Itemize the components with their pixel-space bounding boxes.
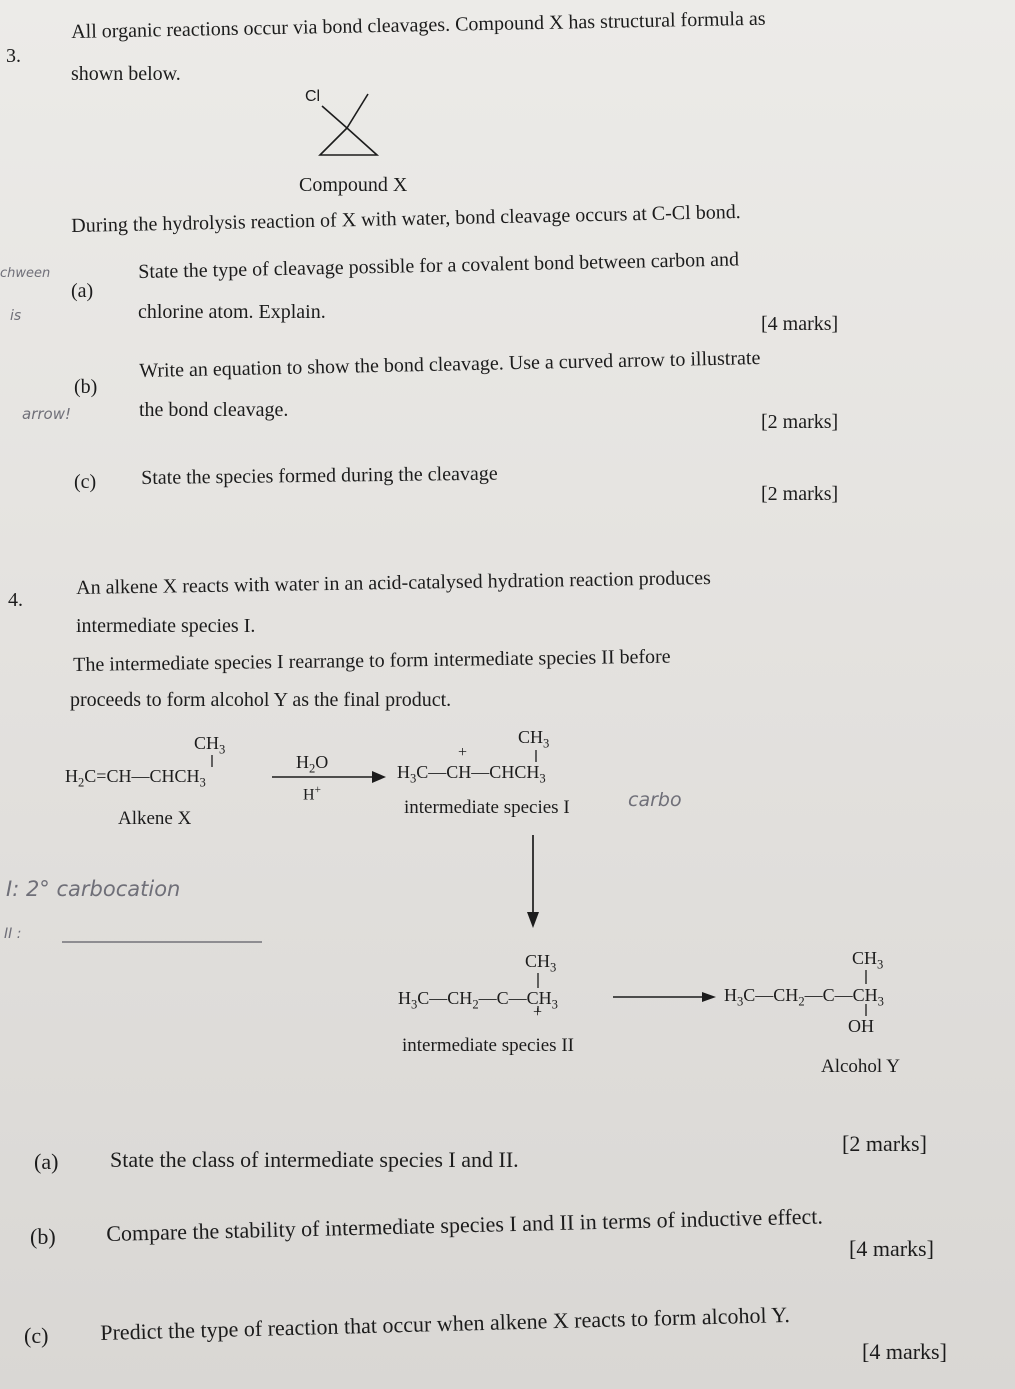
chlorine-label: Cl	[305, 88, 321, 105]
q3-context: During the hydrolysis reaction of X with water, bond cleavage occurs at C-Cl bond.	[71, 200, 741, 237]
q3b-text-line1: Write an equation to show the bond cleavage. Use a curved arrow to illustrate	[139, 346, 761, 382]
q3b-text-line2: the bond cleavage.	[139, 399, 289, 421]
q3-number: 3.	[6, 45, 21, 67]
q4c-text: Predict the type of reaction that occur when alkene X reacts to form alcohol Y.	[99, 1301, 791, 1345]
q3c-marks: [2 marks]	[761, 483, 839, 505]
q3b-label: (b)	[74, 376, 98, 398]
q4b-text: Compare the stability of intermediate species I and II in terms of inductive effect.	[105, 1203, 824, 1246]
q3b-marks: [2 marks]	[761, 411, 839, 433]
q3a-marks: [4 marks]	[761, 313, 839, 335]
handwriting-margin-1: chween	[0, 266, 51, 281]
q4a-marks: [2 marks]	[842, 1131, 927, 1156]
alcohol-label: Alcohol Y	[821, 1056, 900, 1077]
int2-label: intermediate species II	[402, 1035, 574, 1056]
q4a-label: (a)	[34, 1149, 59, 1174]
q3-intro-line1: All organic reactions occur via bond cleavages. Compound X has structural formula as	[71, 7, 766, 43]
q4-number: 4.	[8, 589, 23, 611]
reagent-water: $H_2O$	[296, 752, 329, 776]
reagent-acid: H+	[303, 784, 321, 804]
int1-formula: $H_3C—CH—CHCH_3$	[397, 762, 546, 786]
alkene-formula: $H_2C=CH—CHCH_3$	[65, 766, 206, 790]
q3a-text-line2: chlorine atom. Explain.	[138, 301, 326, 323]
compound-x-label: Compound X	[299, 174, 408, 196]
q4-intro-line2: intermediate species I.	[76, 615, 256, 637]
handwriting-margin-3: arrow!	[22, 405, 71, 423]
int2-formula: $H_3C—CH_2—C—CH_3$	[398, 988, 558, 1012]
handwriting-margin-2: is	[10, 308, 22, 324]
handwriting-note-I: I: 2° carbocation	[6, 877, 181, 901]
q3c-label: (c)	[74, 471, 97, 493]
int1-label: intermediate species I	[404, 797, 570, 818]
int1-ch3: $CH_3$	[518, 727, 550, 751]
q4-intro-line1: An alkene X reacts with water in an acid-catalysed hydration reaction produces	[76, 567, 712, 599]
q4a-text: State the class of intermediate species I and II.	[110, 1147, 519, 1172]
q3a-label: (a)	[71, 280, 94, 302]
int2-ch3: $CH_3$	[525, 951, 557, 975]
q4b-marks: [4 marks]	[849, 1236, 934, 1261]
alcohol-formula: $H_3C—CH_2—C—CH_3$	[724, 985, 884, 1009]
q3-intro-line2: shown below.	[71, 63, 181, 85]
q4-para2-line1: The intermediate species I rearrange to form intermediate species II before	[73, 645, 671, 676]
q4c-label: (c)	[24, 1323, 49, 1348]
handwriting-note-II: II :	[4, 926, 22, 942]
alkene-ch3: $CH_3$	[194, 733, 226, 757]
q4-para2-line2: proceeds to form alcohol Y as the final product.	[70, 689, 452, 711]
q3a-text-line1: State the type of cleavage possible for a covalent bond between carbon and	[138, 248, 740, 283]
int2-plus: +	[533, 1004, 543, 1021]
q4b-label: (b)	[30, 1224, 56, 1249]
handwriting-note-carbo: carbo	[628, 789, 682, 811]
alcohol-oh: OH	[848, 1016, 874, 1036]
alkene-label: Alkene X	[118, 808, 192, 829]
int1-plus: +	[458, 744, 468, 761]
q4c-marks: [4 marks]	[862, 1339, 947, 1364]
q3c-text: State the species formed during the cleavage	[141, 462, 498, 489]
alcohol-ch3: $CH_3$	[852, 948, 884, 972]
